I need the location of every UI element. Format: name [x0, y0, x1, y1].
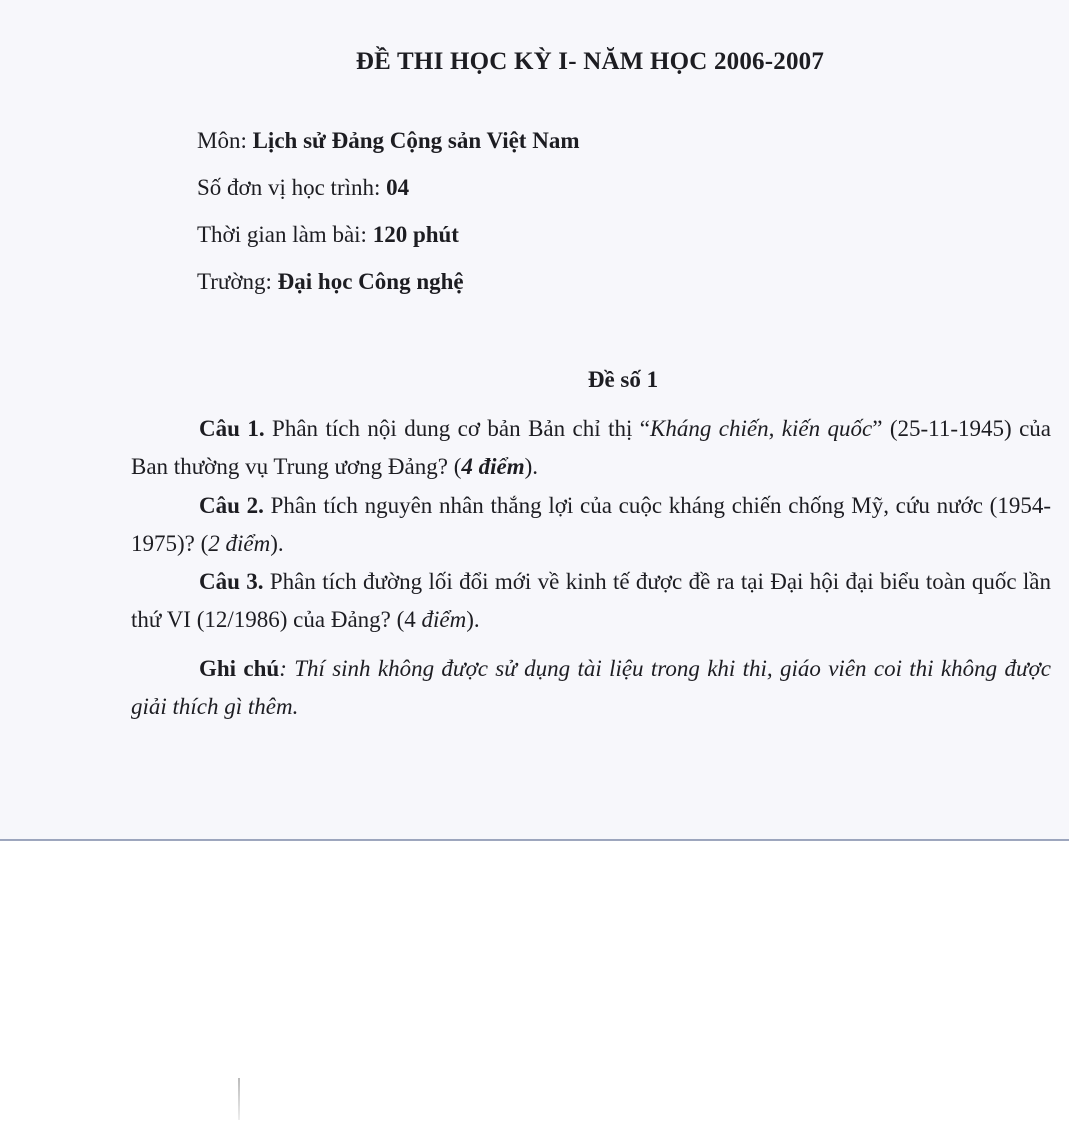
school-label: Trường:: [197, 269, 278, 294]
credits-value: 04: [386, 175, 410, 200]
duration-line: [197, 222, 459, 248]
question-1-closing: ).: [524, 454, 539, 479]
question-2-closing: ).: [270, 531, 284, 556]
subject-line: [197, 128, 580, 154]
question-1: [131, 410, 1051, 486]
question-2-points: 2 điểm: [208, 531, 271, 556]
duration-label: Thời gian làm bài:: [197, 222, 373, 247]
question-1-quote: Kháng chiến, kiến quốc: [650, 416, 873, 441]
school-value: Đại học Công nghệ: [277, 269, 464, 294]
question-3-text: Phân tích đường lối đổi mới về kinh tế được đề ra tại Đại hội đại biểu toàn quốc lần thứ VI (12/1986) của Đảng? (4: [131, 569, 1051, 632]
question-1-text-after: ” (25-11-1945) của Ban thường vụ Trung ương Đảng? (: [131, 416, 1051, 479]
question-3-label: Câu 3.: [199, 569, 264, 594]
exam-version: Đề số 1: [587, 367, 659, 392]
subject-value: Lịch sử Đảng Cộng sản Việt Nam: [252, 128, 580, 153]
subject-label: Môn:: [197, 128, 253, 153]
question-1-text: Phân tích nội dung cơ bản Bản chỉ thị “: [264, 416, 650, 441]
question-3: [131, 563, 1051, 639]
question-2-text: Phân tích nguyên nhân thắng lợi của cuộc kháng chiến chống Mỹ, cứu nước (1954-1975)? (: [131, 493, 1051, 556]
question-1-points: 4 điểm: [461, 454, 525, 479]
exam-note: [131, 650, 1051, 726]
scan-mark: [238, 1078, 240, 1120]
paper-bottom-edge: [0, 839, 1069, 841]
note-label: Ghi chú: [199, 656, 280, 681]
credits-label: Số đơn vị học trình:: [197, 175, 387, 200]
school-line: [197, 269, 464, 295]
question-2-label: Câu 2.: [199, 493, 264, 518]
credits-line: [197, 175, 409, 201]
question-2: [131, 487, 1051, 563]
note-text: : Thí sinh không được sử dụng tài liệu trong khi thi, giáo viên coi thi không được giải thích gì thêm.: [131, 656, 1051, 719]
question-3-closing: ).: [466, 607, 480, 632]
exam-title: ĐỀ THI HỌC KỲ I- NĂM HỌC 2006-2007: [355, 48, 825, 75]
question-3-points: điểm: [421, 607, 467, 632]
duration-value: 120 phút: [372, 222, 459, 247]
question-1-label: Câu 1.: [199, 416, 265, 441]
